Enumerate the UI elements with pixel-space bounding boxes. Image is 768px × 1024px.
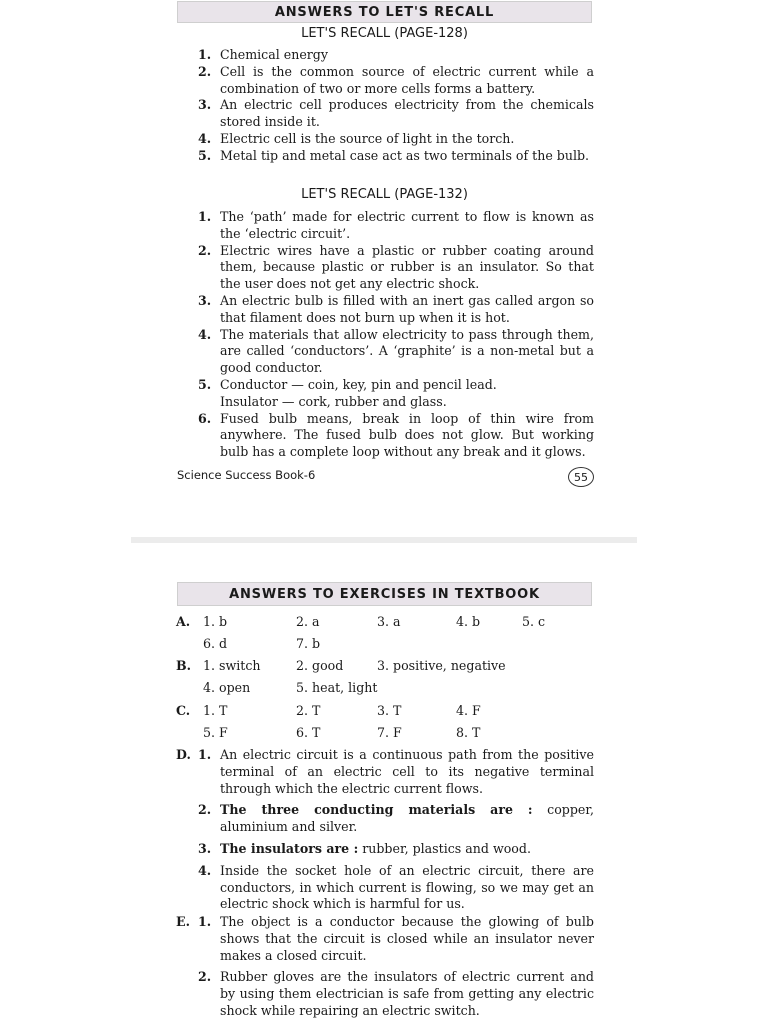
item-number: 1. <box>198 747 212 762</box>
list-item <box>198 969 594 1019</box>
answer-cell: 2. a <box>296 614 320 629</box>
answer-cell: 3. T <box>377 703 402 718</box>
list-item <box>198 47 594 64</box>
item-text: The materials that allow electricity to pass through them, are called ‘conductors’. A ‘graphite’ is a non-metal but a good conductor. <box>220 326 594 376</box>
item-number: 6. <box>198 410 212 426</box>
item-text: Electric wires have a plastic or rubber coating around them, because plastic or rubber is an insulator. So that the user does not get any electric shock. <box>220 242 594 292</box>
item-number: 5. <box>198 376 212 392</box>
item-text <box>220 841 594 858</box>
item-number: 4. <box>198 130 212 146</box>
list-item <box>198 802 594 836</box>
item-number: 2. <box>198 802 212 818</box>
answer-cell: 7. b <box>296 636 321 651</box>
section-label-d: D. <box>176 747 191 762</box>
item-number: 1. <box>198 914 212 929</box>
item-text: Fused bulb means, break in loop of thin wire from anywhere. The fused bulb does not glow. But working bulb has a complete loop without any break and it glows. <box>220 410 594 460</box>
section-label-c: C. <box>176 703 191 718</box>
list-item <box>198 411 594 461</box>
item-number: 1. <box>198 209 212 224</box>
list-item <box>198 914 594 964</box>
answer-cell: 2. good <box>296 658 344 673</box>
answer-cell: 5. F <box>203 725 228 740</box>
item-number: 3. <box>198 292 212 308</box>
recall-list-page-128 <box>198 47 594 165</box>
answer-cell: 5. heat, light <box>296 680 378 695</box>
list-item <box>198 293 594 327</box>
list-item <box>198 243 594 293</box>
item-text: The ‘path’ made for electric current to flow is known as the ‘electric circuit’. <box>220 209 594 241</box>
list-item <box>198 863 594 913</box>
item-number: 2. <box>198 969 212 985</box>
item-text: Metal tip and metal case act as two terminals of the bulb. <box>220 147 590 163</box>
item-text: Inside the socket hole of an electric circuit, there are conductors, in which current is flowing, so we may get an electric shock which is harmful for us. <box>220 862 594 912</box>
item-text: Chemical energy <box>220 47 328 62</box>
list-item <box>198 64 594 98</box>
item-text: An electric circuit is a continuous path from the positive terminal of an electric cell to its negative terminal through which the electric current flows. <box>220 747 594 796</box>
list-item <box>198 841 594 858</box>
item-number: 2. <box>198 63 212 79</box>
item-text-rest: rubber, plastics and wood. <box>358 840 531 856</box>
answer-cell: 3. positive, negative <box>377 658 506 673</box>
item-text: An electric cell produces electricity from the chemicals stored inside it. <box>220 97 594 130</box>
item-text: An electric bulb is filled with an inert gas called argon so that filament does not burn up when it is hot. <box>220 292 594 325</box>
item-number: 3. <box>198 97 212 113</box>
answer-cell: 4. b <box>456 614 481 629</box>
item-number: 4. <box>198 326 212 342</box>
answer-cell: 7. F <box>377 725 402 740</box>
answer-cell: 1. b <box>203 614 228 629</box>
answer-cell: 6. T <box>296 725 321 740</box>
page-divider <box>131 537 637 543</box>
list-item <box>198 327 594 377</box>
item-text: The object is a conductor because the glowing of bulb shows that the circuit is closed while an insulator never makes a closed circuit. <box>220 914 594 963</box>
answer-cell: 1. switch <box>203 658 261 673</box>
answer-cell: 3. a <box>377 614 401 629</box>
list-item <box>198 377 594 411</box>
recall-list-page-132 <box>198 209 594 461</box>
item-number: 5. <box>198 147 212 163</box>
section-label-a: A. <box>176 614 191 629</box>
list-item <box>198 209 594 243</box>
item-text: Electric cell is the source of light in the torch. <box>220 130 515 146</box>
section-title-page-132: LET'S RECALL (PAGE-132) <box>301 187 468 202</box>
section-label-b: B. <box>176 658 192 673</box>
item-text-bold: The insulators are : <box>220 840 359 856</box>
item-number: 1. <box>198 47 212 62</box>
answer-list-d <box>198 747 594 913</box>
answer-list-e <box>198 914 594 1020</box>
item-text-bold: The three conducting materials are : <box>220 802 533 818</box>
answer-cell: 1. T <box>203 703 228 718</box>
section-label-e: E. <box>176 914 190 929</box>
answer-cell: 6. d <box>203 636 228 651</box>
item-number: 3. <box>198 840 212 856</box>
list-item <box>198 148 594 165</box>
answer-cell: 5. c <box>522 614 546 629</box>
item-text: Cell is the common source of electric current while a combination of two or more cells forms a battery. <box>220 63 594 96</box>
section-title-page-128: LET'S RECALL (PAGE-128) <box>301 26 468 41</box>
list-item <box>198 747 594 797</box>
recall-header: ANSWERS TO LET'S RECALL <box>177 1 592 23</box>
item-number: 4. <box>198 862 212 878</box>
answer-cell: 4. F <box>456 703 481 718</box>
list-item <box>198 97 594 131</box>
item-text <box>220 802 594 836</box>
answer-cell: 2. T <box>296 703 321 718</box>
item-text-rest: copper, aluminium and silver. <box>220 802 594 835</box>
item-number: 2. <box>198 242 212 258</box>
exercises-header: ANSWERS TO EXERCISES IN TEXTBOOK <box>177 582 592 606</box>
item-text: Conductor — coin, key, pin and pencil lead. Insulator — cork, rubber and glass. <box>220 376 497 409</box>
book-title-footer: Science Success Book-6 <box>177 468 316 482</box>
list-item <box>198 131 594 148</box>
item-text: Rubber gloves are the insulators of electric current and by using them electrician is safe from getting any electric shock while repairing an electric switch. <box>220 969 594 1018</box>
answer-cell: 8. T <box>456 725 481 740</box>
answer-cell: 4. open <box>203 680 251 695</box>
page-number-badge: 55 <box>568 467 594 487</box>
